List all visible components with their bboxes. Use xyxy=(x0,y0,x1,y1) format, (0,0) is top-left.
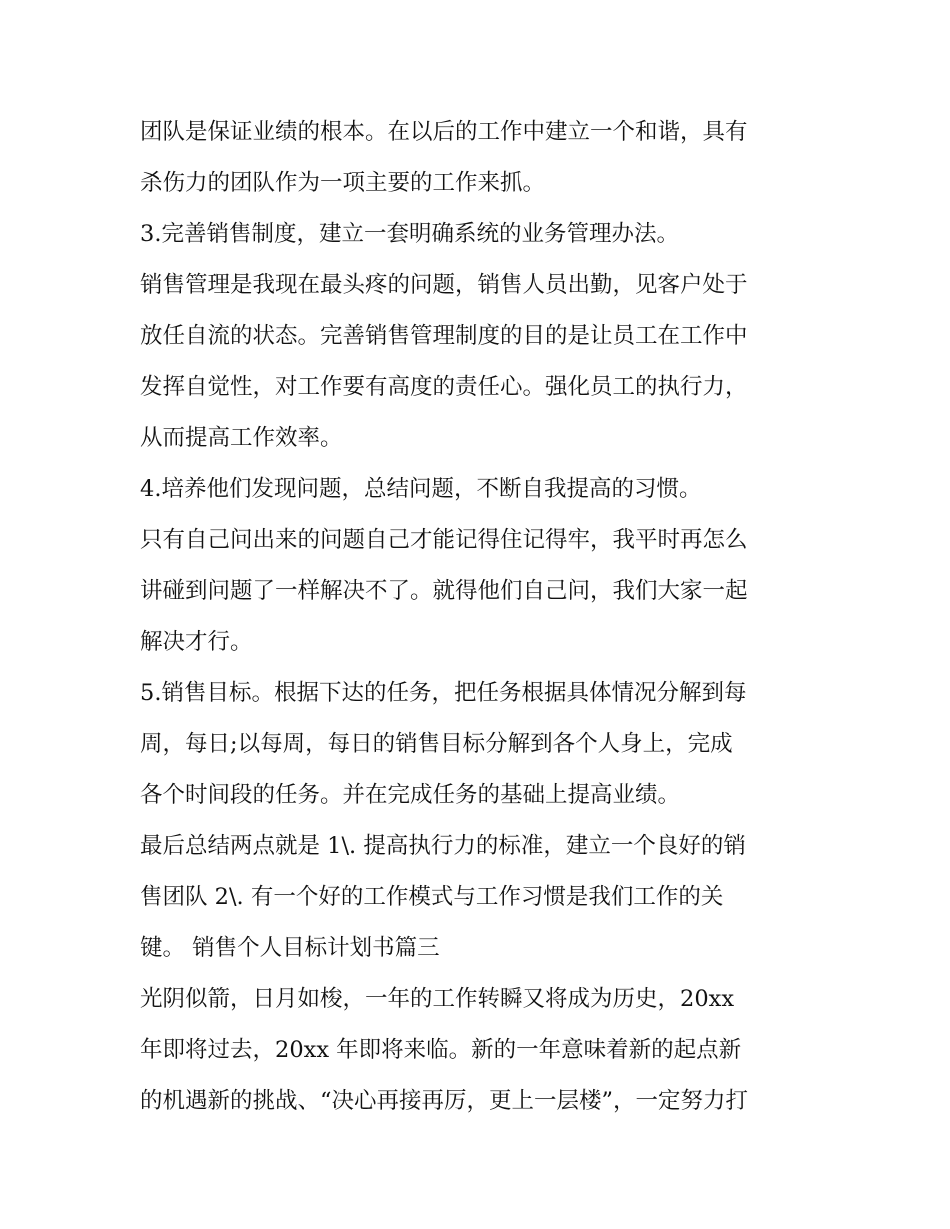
text-line: 3.完善销售制度，建立一套明确系统的业务管理办法。 xyxy=(140,221,679,247)
text-line: 解决才行。 xyxy=(140,629,253,655)
text-line: 年即将过去，20xx 年即将来临。新的一年意味着新的起点新 xyxy=(140,1037,742,1063)
text-line: 的机遇新的挑战、“决心再接再厉，更上一层楼”，一定努力打 xyxy=(140,1088,749,1114)
text-line: 5.销售目标。根据下达的任务，把任务根据具体情况分解到每 xyxy=(140,680,747,706)
text-line: 各个时间段的任务。并在完成任务的基础上提高业绩。 xyxy=(140,782,681,808)
text-line: 团队是保证业绩的根本。在以后的工作中建立一个和谐，具有 xyxy=(140,119,748,145)
text-line: 只有自己问出来的问题自己才能记得住记得牢，我平时再怎么 xyxy=(140,527,748,553)
text-line: 4.培养他们发现问题，总结问题，不断自我提高的习惯。 xyxy=(140,476,702,502)
text-line: 光阴似箭，日月如梭，一年的工作转瞬又将成为历史，20xx xyxy=(140,986,735,1012)
text-line: 发挥自觉性，对工作要有高度的责任心。强化员工的执行力， xyxy=(140,374,748,400)
text-line: 放任自流的状态。完善销售管理制度的目的是让员工在工作中 xyxy=(140,323,748,349)
text-line: 售团队 2\. 有一个好的工作模式与工作习惯是我们工作的关 xyxy=(140,884,724,910)
text-line: 键。 销售个人目标计划书篇三 xyxy=(140,935,440,961)
text-line: 销售管理是我现在最头疼的问题，销售人员出勤，见客户处于 xyxy=(140,272,748,298)
document-body xyxy=(140,107,840,1127)
text-line: 杀伤力的团队作为一项主要的工作来抓。 xyxy=(140,170,546,196)
text-line: 周，每日;以每周，每日的销售目标分解到各个人身上，完成 xyxy=(140,731,733,757)
text-line: 讲碰到问题了一样解决不了。就得他们自己问，我们大家一起 xyxy=(140,578,748,604)
text-line: 最后总结两点就是 1\. 提高执行力的标准，建立一个良好的销 xyxy=(140,833,746,859)
text-line: 从而提高工作效率。 xyxy=(140,425,343,451)
